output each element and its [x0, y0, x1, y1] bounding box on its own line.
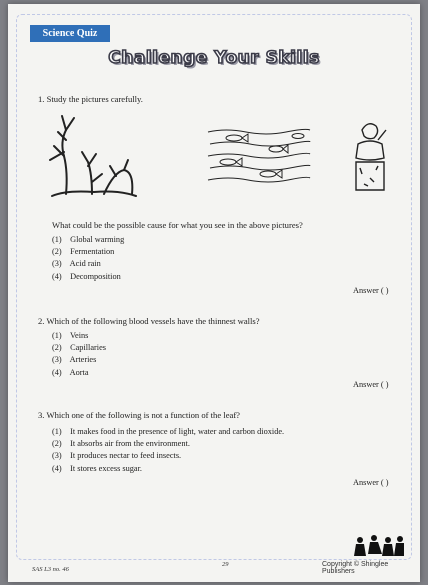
copyright: Copyright © Shinglee Publishers: [322, 561, 389, 575]
question-1-subtext: What could be the possible cause for what you see in the above pictures?: [52, 220, 303, 230]
question-1-text: Study the pictures carefully.: [46, 94, 143, 104]
question-3-text: Which one of the following is not a function of the leaf?: [46, 410, 240, 420]
question-1: [38, 94, 143, 104]
dead-fish-river-icon: [206, 122, 312, 192]
option[interactable]: (1) It makes food in the presence of light, water and carbon dioxide.: [52, 427, 285, 436]
question-1-options: [52, 234, 124, 283]
option[interactable]: (2) Capillaries: [52, 343, 107, 353]
question-3-number: 3.: [38, 410, 45, 420]
option[interactable]: (4) Decomposition: [52, 271, 121, 281]
eroded-statue-icon: [348, 118, 390, 194]
question-2-text: Which of the following blood vessels have the thinnest walls?: [46, 316, 260, 326]
page-number: 29: [222, 561, 229, 568]
option[interactable]: (3) Arteries: [52, 355, 97, 365]
answer-box-3[interactable]: Answer ( ): [353, 478, 389, 487]
question-3-options: [52, 426, 284, 475]
footer-code: SAS L3 no. 46: [32, 566, 69, 573]
option[interactable]: (1) Veins: [52, 331, 89, 340]
question-3: [38, 410, 240, 420]
worksheet-page: [8, 4, 420, 582]
option[interactable]: (2) Fermentation: [52, 247, 115, 257]
option[interactable]: (2) It absorbs air from the environment.: [52, 439, 190, 449]
option[interactable]: (4) Aorta: [52, 367, 89, 377]
publisher-logo-icon: [352, 534, 406, 560]
option[interactable]: (4) It stores excess sugar.: [52, 463, 142, 473]
dead-tree-icon: [44, 112, 142, 200]
option[interactable]: (3) Acid rain: [52, 259, 101, 269]
answer-box-2[interactable]: Answer ( ): [353, 380, 389, 389]
question-2: [38, 316, 260, 326]
question-1-number: 1.: [38, 94, 45, 104]
answer-box-1[interactable]: Answer ( ): [353, 286, 389, 295]
question-2-options: [52, 330, 106, 379]
option[interactable]: (1) Global warming: [52, 235, 125, 244]
question-2-number: 2.: [38, 316, 45, 326]
section-tab: Science Quiz: [30, 25, 110, 42]
page-title: Challenge Your Skills: [108, 48, 320, 68]
option[interactable]: (3) It produces nectar to feed insects.: [52, 451, 182, 461]
